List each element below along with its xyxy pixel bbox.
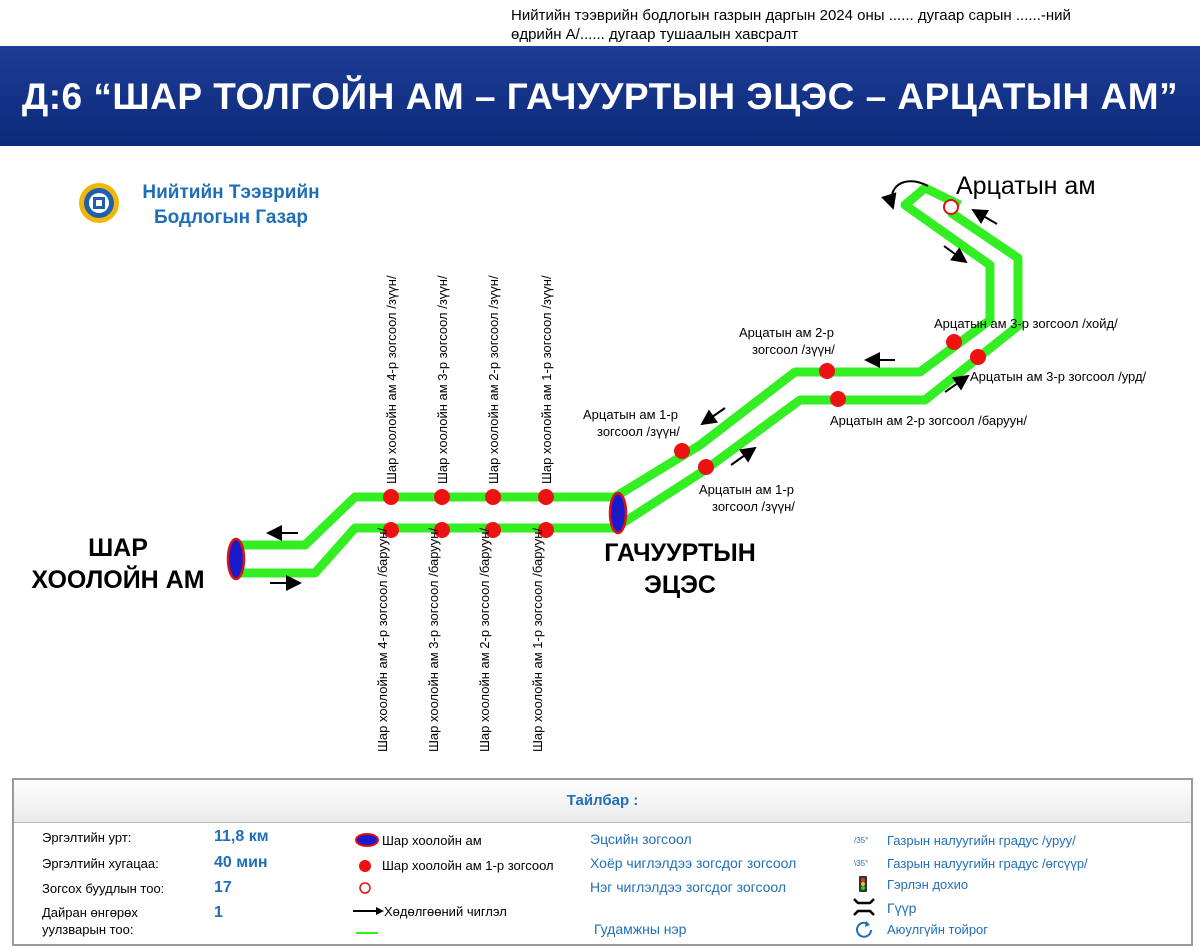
legend-roundabout: Аюулгүйн тойрог — [887, 922, 989, 937]
legend-panel — [12, 778, 1193, 946]
stop-arts-1-a — [674, 443, 690, 459]
label-stop-north-4: Шар хоолойн ам 4-р зогсоол /зүүн/ — [384, 275, 399, 484]
label-stop-south-2-text: Шар хоолойн ам 2-р зогсоол /баруун/ — [477, 527, 492, 752]
stop-arts-2-b — [830, 391, 846, 407]
route-title: Д:6 “ШАР ТОЛГОЙН АМ – ГАЧУУРТЫН ЭЦЭС – АРЦАТЫН АМ” — [21, 76, 1179, 117]
stop-north-2 — [485, 489, 501, 505]
route-line-outbound — [238, 188, 990, 545]
label-shar-2: ХООЛОЙН АМ — [31, 566, 205, 594]
arrow-top-nw — [973, 210, 997, 224]
label-arts-3-a: Арцатын ам 3-р зогсоол /хойд/ — [934, 316, 1118, 331]
label-stop-south-2 — [477, 528, 492, 752]
route-line-return — [238, 212, 1018, 573]
route-line-icon — [356, 930, 378, 936]
stops — [383, 334, 986, 538]
direction-arrow-icon — [352, 906, 386, 916]
legend-traffic-light: Гэрлэн дохио — [887, 877, 969, 892]
legend-end-stop: Эцсийн зогсоол — [590, 831, 692, 847]
legend-length-value: 11,8 км — [214, 828, 269, 845]
legend-terminal: Шар хоолойн ам — [382, 833, 482, 848]
legend-cross-label-1: Дайран өнгөрөх — [42, 905, 138, 920]
decree-line-1: Нийтийн тээврийн бодлогын газрын даргын 2024 оны ...... дугаар сарын ......-ний — [511, 7, 1071, 24]
legend-bridge: Гүүр — [887, 900, 917, 916]
label-artsatyn-am: Арцатын ам — [956, 172, 1096, 200]
label-stop-south-4 — [375, 528, 390, 752]
legend-one-way: Нэг чиглэлдээ зогсдог зогсоол — [590, 879, 787, 895]
legend-length-label: Эргэлтийн урт: — [42, 830, 132, 845]
stop-arts-1-b — [698, 459, 714, 475]
legend-stops-value: 17 — [214, 879, 232, 896]
legend-stop: Шар хоолойн ам 1-р зогсоол — [382, 858, 554, 873]
label-gachuurt-1: ГАЧУУРТЫН — [604, 539, 756, 567]
label-arts-1-a-2: зогсоол /зүүн/ — [597, 424, 680, 439]
stop-arts-3-b — [970, 349, 986, 365]
label-stop-north-1: Шар хоолойн ам 1-р зогсоол /зүүн/ — [539, 275, 554, 484]
label-arts-3-b: Арцатын ам 3-р зогсоол /урд/ — [970, 369, 1147, 384]
label-arts-1-a-1: Арцатын ам 1-р — [583, 407, 678, 422]
stop-arts-3-a — [946, 334, 962, 350]
legend-slope-up: Газрын налуугийн градус /өгсүүр/ — [887, 856, 1088, 871]
stop-north-3 — [434, 489, 450, 505]
legend-slope-down: Газрын налуугийн градус /уруу/ — [887, 833, 1076, 848]
terminal-shar-khooloin-am — [228, 539, 244, 579]
stop-north-1 — [538, 489, 554, 505]
label-stop-south-4-text: Шар хоолойн ам 4-р зогсоол /баруун/ — [375, 527, 390, 752]
terminal-symbol-icon — [354, 832, 380, 848]
stop-arts-2-a — [819, 363, 835, 379]
bridge-icon — [852, 897, 876, 917]
label-arts-2-b: Арцатын ам 2-р зогсоол /баруун/ — [830, 413, 1027, 428]
legend-direction: Хөдөлгөөний чиглэл — [384, 904, 507, 919]
label-stop-north-3: Шар хоолойн ам 3-р зогсоол /зүүн/ — [435, 275, 450, 484]
arrow-arts-nw — [702, 408, 725, 424]
label-arts-1-b-1: Арцатын ам 1-р — [699, 482, 794, 497]
stop-symbol-icon — [357, 858, 373, 874]
legend-two-way: Хоёр чиглэлдээ зогсдог зогсоол — [590, 855, 797, 871]
label-arts-2-a-2: зогсоол /зүүн/ — [752, 342, 835, 357]
terminal-gachuurt — [610, 493, 626, 533]
label-stop-south-1 — [530, 528, 545, 752]
legend-title: Тайлбар : — [14, 780, 1191, 823]
label-stop-north-2: Шар хоолойн ам 2-р зогсоол /зүүн/ — [486, 275, 501, 484]
slope-down-mark: /35° — [854, 836, 869, 845]
label-arts-1-b-2: зогсоол /зүүн/ — [712, 499, 795, 514]
org-line-2: Бодлогын Газар — [153, 207, 309, 228]
label-stop-south-3-text: Шар хоолойн ам 3-р зогсоол /баруун/ — [426, 527, 441, 752]
one-way-stop-symbol-icon — [357, 880, 373, 896]
label-stop-south-3 — [426, 528, 441, 752]
label-stop-south-1-text: Шар хоолойн ам 1-р зогсоол /баруун/ — [530, 527, 545, 752]
legend-duration-value: 40 мин — [214, 854, 268, 871]
legend-duration-label: Эргэлтийн хугацаа: — [42, 856, 159, 871]
legend-street: Гудамжны нэр — [594, 921, 687, 937]
legend-cross-label-2: уулзварын тоо: — [42, 922, 134, 937]
org-line-1: Нийтийн Тээврийн — [142, 182, 320, 203]
slope-up-mark: \35° — [854, 859, 869, 868]
traffic-light-icon — [857, 875, 869, 893]
legend-cross-value: 1 — [214, 904, 223, 921]
terminal-artsatyn-am — [944, 200, 958, 214]
decree-line-2: өдрийн А/...... дугаар тушаалын хавсралт — [511, 26, 799, 43]
roundabout-icon — [854, 920, 874, 940]
stop-north-4 — [383, 489, 399, 505]
direction-arrows — [268, 181, 997, 583]
label-gachuurt-2: ЭЦЭС — [644, 571, 716, 599]
label-shar-1: ШАР — [88, 534, 148, 562]
label-arts-2-a-1: Арцатын ам 2-р — [739, 325, 834, 340]
legend-stops-label: Зогсох буудлын тоо: — [42, 881, 165, 896]
